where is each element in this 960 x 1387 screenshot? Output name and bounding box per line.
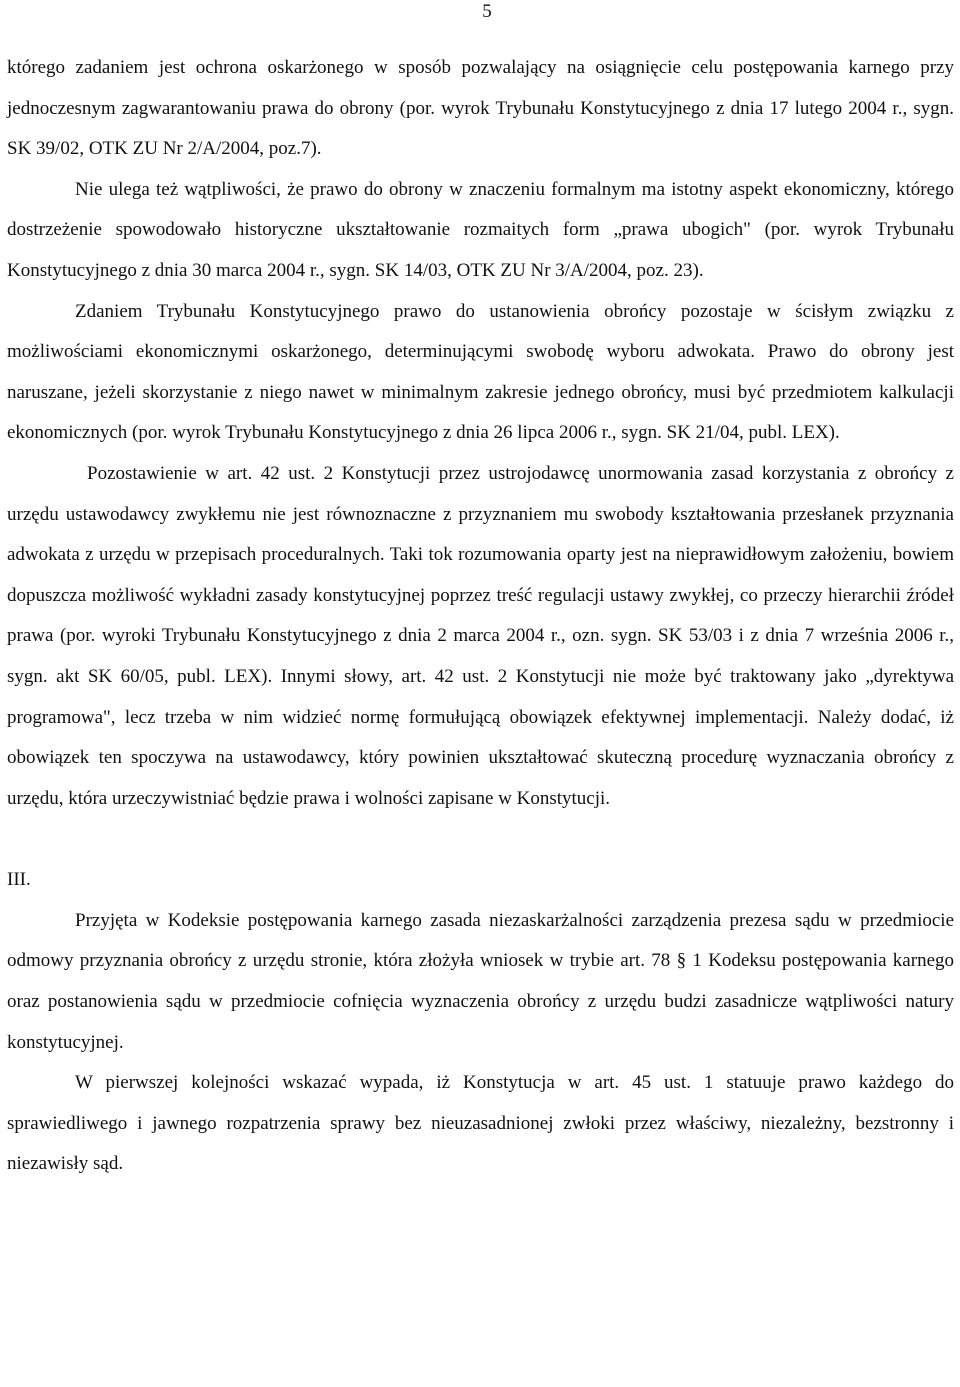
paragraph-non-appealability: Przyjęta w Kodeksie postępowania karnego zasada niezaskarżalności zarządzenia prezesa sądu w przedmiocie odmowy przyznania obrońcy z urzędu stronie, która złożyła wniosek w trybie art. 78 § 1 Kodeksu postępowania karnego oraz postanowienia sądu w przedmiocie cofnięcia wyznaczenia obrońcy z urzędu budzi zasadnicze wątpliwości natury konstytucyjnej.: [7, 909, 954, 1053]
paragraph-article-45: W pierwszej kolejności wskazać wypada, iż Konstytucja w art. 45 ust. 1 statuuje prawo każdego do sprawiedliwego i jawnego rozpatrzenia sprawy bez nieuzasadnionej zwłoki przez właściwy, niezależny, bezstronny i niezawisły sąd.: [7, 1072, 954, 1175]
paragraph-economic-aspect: Nie ulega też wątpliwości, że prawo do obrony w znaczeniu formalnym ma istotny aspekt ekonomiczny, którego dostrzeżenie spowodowało historyczne ukształtowanie rozmaitych form „prawa ubogich" (por. wyrok Trybunału Konstytucyjnego z dnia 30 marca 2004 r., sygn. SK 14/03, OTK ZU Nr 3/A/2004, poz. 23).: [7, 178, 954, 281]
paragraph-tribunal-opinion: Zdaniem Trybunału Konstytucyjnego prawo do ustanowienia obrońcy pozostaje w ścisłym związku z możliwościami ekonomicznymi oskarżonego, determinującymi swobodę wyboru adwokata. Prawo do obrony jest naruszane, jeżeli skorzystanie z niego nawet w minimalnym zakresie jednego obrońcy, musi być przedmiotem kalkulacji ekonomicznych (por. wyrok Trybunału Konstytucyjnego z dnia 26 lipca 2006 r., sygn. SK 21/04, publ. LEX).: [7, 300, 954, 444]
paragraph-article-42: Pozostawienie w art. 42 ust. 2 Konstytucji przez ustrojodawcę unormowania zasad korzystania z obrońcy z urzędu ustawodawcy zwykłemu nie jest równoznaczne z przyznaniem mu swobody kształtowania przesłanek przyznania adwokata z urzędu w przepisach proceduralnych. Taki tok rozumowania oparty jest na nieprawidłowym założeniu, bowiem dopuszcza możliwość wykładni zasady konstytucyjnej poprzez treść regulacji ustawy zwykłej, co przeczy hierarchii źródeł prawa (por. wyroki Trybunału Konstytucyjnego z dnia 2 marca 2004 r., ozn. sygn. SK 53/03 i z dnia 7 września 2006 r., sygn. akt SK 60/05, publ. LEX). Innymi słowy, art. 42 ust. 2 Konstytucji nie może być traktowany jako „dyrektywa programowa", lecz trzeba w nim widzieć normę formułującą obowiązek efektywnej implementacji. Należy dodać, iż obowiązek ten spoczywa na ustawodawcy, który powinien ukształtować skuteczną procedurę wyznaczania obrońcy z urzędu, która urzeczywistniać będzie prawa i wolności zapisane w Konstytucji.: [7, 462, 954, 809]
page-number: 5: [482, 1, 492, 22]
paragraph-continuation: którego zadaniem jest ochrona oskarżonego w sposób pozwalający na osiągnięcie celu postępowania karnego przy jednoczesnym zagwarantowaniu prawa do obrony (por. wyrok Trybunału Konstytucyjnego z dnia 17 lutego 2004 r., sygn. SK 39/02, OTK ZU Nr 2/A/2004, poz.7).: [7, 57, 954, 160]
section-heading: III.: [7, 869, 31, 891]
document-body: [7, 48, 954, 1185]
